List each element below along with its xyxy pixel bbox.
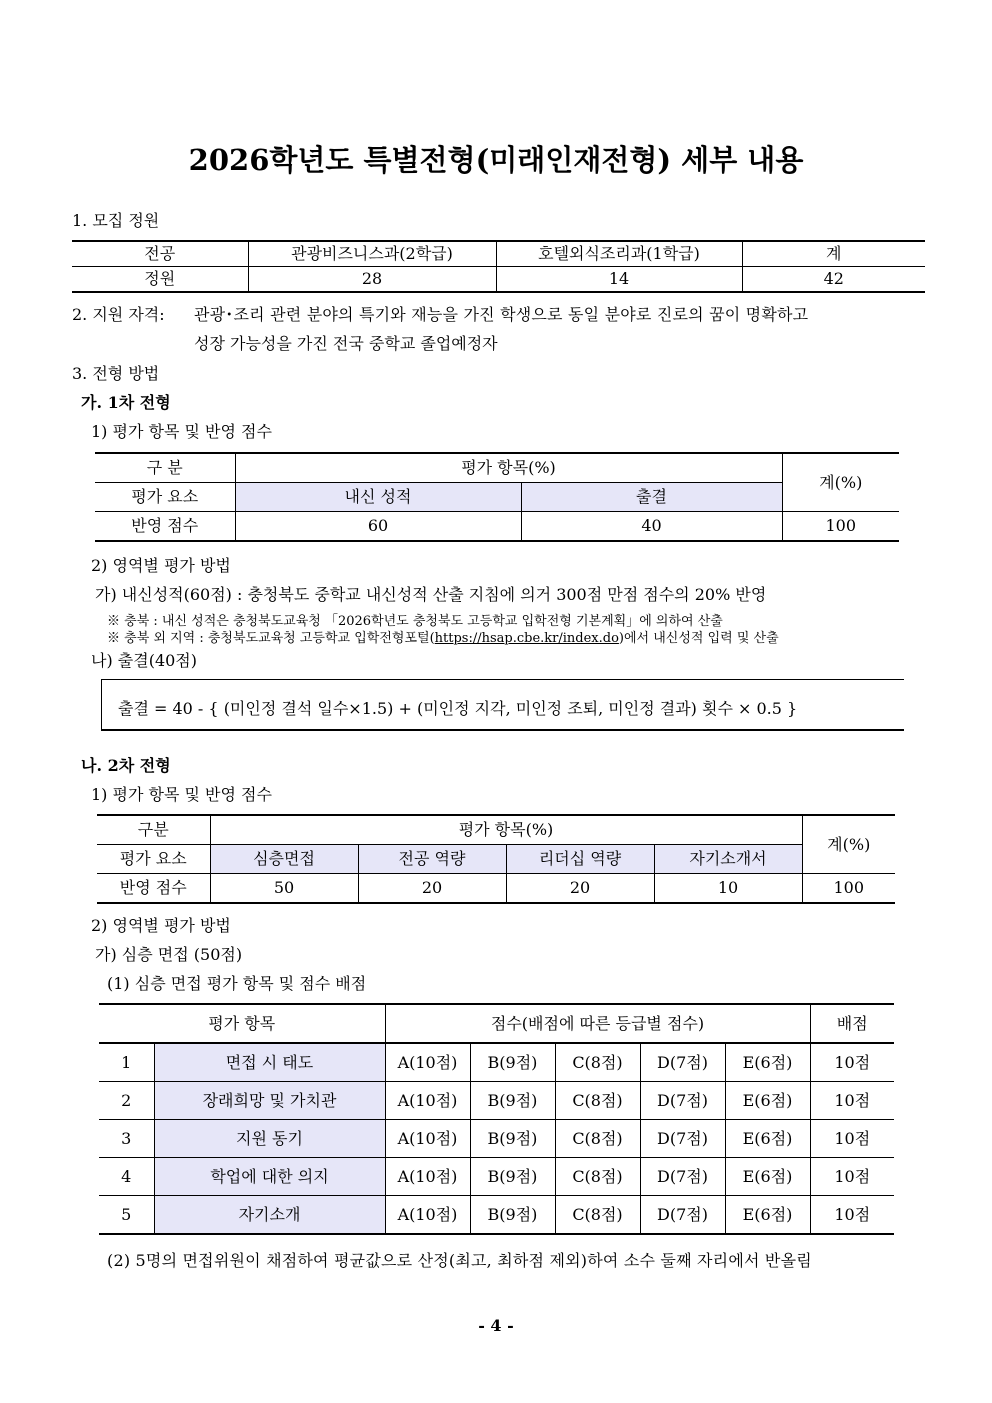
table-cell: A(10점) <box>385 1120 470 1158</box>
table-row <box>99 1082 894 1120</box>
attendance-formula: 출결 = 40 - { (미인정 결석 일수×1.5) + (미인정 지각, 미인정 조퇴, 미인정 결과) 횟수 × 0.5 } <box>118 699 798 718</box>
table-cell: 2 <box>99 1082 154 1120</box>
second-round-heading: 나. 2차 전형 <box>81 756 171 775</box>
table-header: 평가 항목 <box>99 1004 385 1043</box>
table-cell: D(7점) <box>640 1120 725 1158</box>
quota-table <box>72 240 925 293</box>
table-cell: E(6점) <box>725 1120 810 1158</box>
table-row <box>95 483 899 512</box>
table-cell: C(8점) <box>555 1043 640 1082</box>
table-cell: 4 <box>99 1158 154 1196</box>
first-round-sub-1: 1) 평가 항목 및 반영 점수 <box>91 422 272 441</box>
table-cell: 심층면접 <box>210 845 358 874</box>
table-cell: A(10점) <box>385 1196 470 1235</box>
second-round-sub-2: 2) 영역별 평가 방법 <box>91 916 231 935</box>
table-cell: 자기소개 <box>154 1196 385 1235</box>
table-cell: E(6점) <box>725 1082 810 1120</box>
note-outside-post: )에서 내신성적 입력 및 산출 <box>618 631 779 646</box>
table-row <box>99 1120 894 1158</box>
table-header: 계(%) <box>782 453 899 512</box>
first-round-table <box>95 452 899 542</box>
table-cell: 평가 요소 <box>95 483 235 512</box>
table-cell: 학업에 대한 의지 <box>154 1158 385 1196</box>
table-cell: 10점 <box>810 1196 894 1235</box>
table-cell: E(6점) <box>725 1043 810 1082</box>
table-cell: C(8점) <box>555 1196 640 1235</box>
table-cell: 20 <box>506 874 654 904</box>
table-cell: B(9점) <box>470 1043 555 1082</box>
table-header: 구 분 <box>95 453 235 483</box>
table-header: 구분 <box>97 815 210 845</box>
table-cell: 평가 요소 <box>97 845 210 874</box>
table-row <box>97 845 895 874</box>
table-cell: A(10점) <box>385 1082 470 1120</box>
table-cell: 장래희망 및 가치관 <box>154 1082 385 1120</box>
first-round-sub-2: 2) 영역별 평가 방법 <box>91 556 231 575</box>
table-cell: D(7점) <box>640 1082 725 1120</box>
table-cell: 반영 점수 <box>95 512 235 542</box>
table-cell: B(9점) <box>470 1158 555 1196</box>
note-chungbuk: ※ 충북 : 내신 성적은 충청북도교육청 「2026학년도 충청북도 고등학교 입학전형 기본계획」에 의하여 산출 <box>107 614 723 629</box>
note-outside-pre: ※ 충북 외 지역 : 충청북도교육청 고등학교 입학전형포털( <box>107 631 435 646</box>
table-cell: 10점 <box>810 1158 894 1196</box>
table-cell: 5 <box>99 1196 154 1235</box>
section-1-heading: 1. 모집 정원 <box>72 211 160 230</box>
table-row <box>95 453 899 483</box>
table-cell: 42 <box>742 267 925 293</box>
table-header: 관광비즈니스과(2학급) <box>248 241 496 267</box>
table-cell: 10점 <box>810 1120 894 1158</box>
table-cell: 100 <box>782 512 899 542</box>
table-cell: 50 <box>210 874 358 904</box>
table-cell: B(9점) <box>470 1082 555 1120</box>
table-row <box>99 1196 894 1235</box>
table-cell: 자기소개서 <box>654 845 802 874</box>
table-header: 평가 항목(%) <box>235 453 782 483</box>
table-cell: 3 <box>99 1120 154 1158</box>
first-round-heading: 가. 1차 전형 <box>81 393 171 412</box>
table-cell: 정원 <box>72 267 248 293</box>
table-cell: E(6점) <box>725 1196 810 1235</box>
table-header: 호텔외식조리과(1학급) <box>496 241 742 267</box>
table-cell: D(7점) <box>640 1196 725 1235</box>
interview-sub-1: (1) 심층 면접 평가 항목 및 점수 배점 <box>107 974 367 993</box>
table-cell: E(6점) <box>725 1158 810 1196</box>
table-header: 계 <box>742 241 925 267</box>
section-2-line-2: 성장 가능성을 가진 전국 중학교 졸업예정자 <box>194 334 498 353</box>
table-cell: D(7점) <box>640 1158 725 1196</box>
table-cell: 10점 <box>810 1082 894 1120</box>
section-3-heading: 3. 전형 방법 <box>72 364 160 383</box>
table-header: 전공 <box>72 241 248 267</box>
table-cell: A(10점) <box>385 1158 470 1196</box>
table-row <box>72 241 925 267</box>
section-2-label: 2. 지원 자격: <box>72 305 165 324</box>
table-cell: 14 <box>496 267 742 293</box>
table-row <box>72 267 925 293</box>
table-cell: 전공 역량 <box>358 845 506 874</box>
table-cell: 반영 점수 <box>97 874 210 904</box>
table-cell: B(9점) <box>470 1196 555 1235</box>
page-title: 2026학년도 특별전형(미래인재전형) 세부 내용 <box>188 143 804 177</box>
table-row <box>99 1158 894 1196</box>
table-row <box>99 1004 894 1043</box>
interview-table <box>99 1003 894 1235</box>
table-cell: D(7점) <box>640 1043 725 1082</box>
table-cell: 100 <box>802 874 895 904</box>
table-cell: A(10점) <box>385 1043 470 1082</box>
grade-method: 가) 내신성적(60점) : 충청북도 중학교 내신성적 산출 지침에 의거 300점 만점 점수의 20% 반영 <box>95 585 767 604</box>
table-cell: 1 <box>99 1043 154 1082</box>
second-round-sub-1: 1) 평가 항목 및 반영 점수 <box>91 785 272 804</box>
table-cell: 면접 시 태도 <box>154 1043 385 1082</box>
second-round-table <box>97 814 895 904</box>
table-cell: 리더십 역량 <box>506 845 654 874</box>
table-cell: 지원 동기 <box>154 1120 385 1158</box>
table-header: 배점 <box>810 1004 894 1043</box>
page-number: - 4 - <box>478 1316 514 1335</box>
table-cell: C(8점) <box>555 1120 640 1158</box>
table-cell: 60 <box>235 512 521 542</box>
attendance-heading: 나) 출결(40점) <box>91 651 197 670</box>
table-cell: 28 <box>248 267 496 293</box>
table-cell: B(9점) <box>470 1120 555 1158</box>
table-header: 점수(배점에 따른 등급별 점수) <box>385 1004 810 1043</box>
table-header: 계(%) <box>802 815 895 874</box>
table-cell: C(8점) <box>555 1082 640 1120</box>
table-cell: 출결 <box>521 483 782 512</box>
table-row <box>97 815 895 845</box>
attendance-formula-box <box>101 679 904 731</box>
interview-heading: 가) 심층 면접 (50점) <box>95 945 243 964</box>
table-row <box>97 874 895 904</box>
section-2-line-1: 관광･조리 관련 분야의 특기와 재능을 가진 학생으로 동일 분야로 진로의 꿈이 명확하고 <box>194 305 809 324</box>
table-cell: C(8점) <box>555 1158 640 1196</box>
table-cell: 20 <box>358 874 506 904</box>
table-row <box>95 512 899 542</box>
portal-link[interactable]: https://hsap.cbe.kr/index.do <box>434 631 619 646</box>
interview-sub-2: (2) 5명의 면접위원이 채점하여 평균값으로 산정(최고, 최하점 제외)하여 소수 둘째 자리에서 반올림 <box>107 1251 812 1270</box>
table-header: 평가 항목(%) <box>210 815 802 845</box>
table-cell: 10점 <box>810 1043 894 1082</box>
table-cell: 40 <box>521 512 782 542</box>
table-cell: 내신 성적 <box>235 483 521 512</box>
note-outside <box>107 627 779 646</box>
table-cell: 10 <box>654 874 802 904</box>
table-row <box>99 1043 894 1082</box>
